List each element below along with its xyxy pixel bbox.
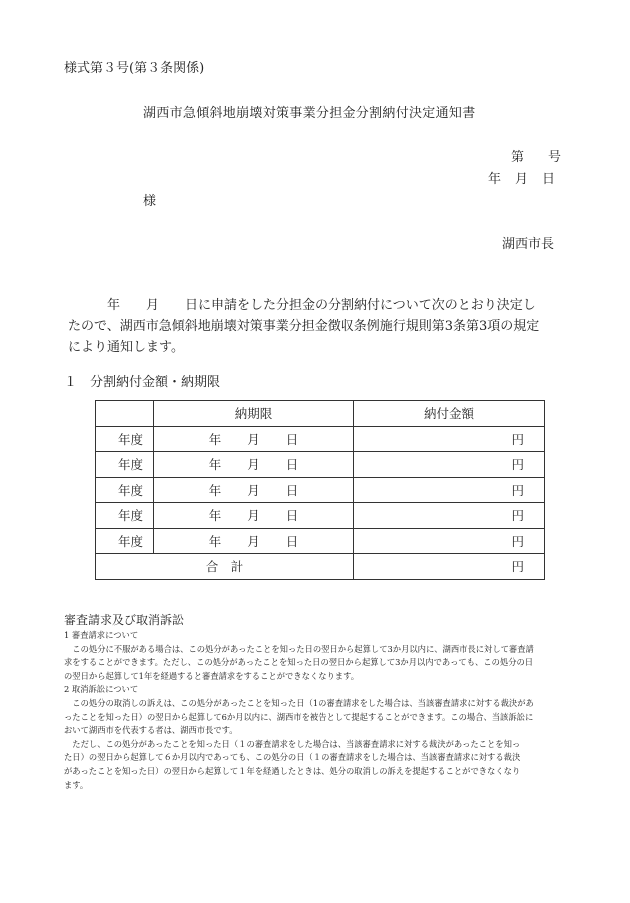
year-mark: 年 xyxy=(208,533,222,549)
notes-heading: 審査請求及び取消訴訟 xyxy=(64,613,185,627)
due-date-cell xyxy=(154,528,354,554)
table-row xyxy=(96,477,545,503)
date-year: 年 xyxy=(488,172,502,187)
header-blank xyxy=(96,401,154,427)
total-label: 合 計 xyxy=(96,554,354,580)
notes-line: 1 審査請求について xyxy=(64,630,139,640)
header-due-date: 納期限 xyxy=(154,401,354,427)
due-date-cell xyxy=(154,426,354,452)
sender: 湖西市長 xyxy=(502,237,555,252)
recipient-suffix: 様 xyxy=(143,194,157,209)
due-date-cell xyxy=(154,477,354,503)
month-mark: 月 xyxy=(247,482,260,498)
amount-cell: 円 xyxy=(354,452,545,478)
fiscal-year-cell: 年度 xyxy=(96,528,154,554)
table-total-row xyxy=(96,554,545,580)
table-row xyxy=(96,503,545,529)
amount-cell: 円 xyxy=(354,477,545,503)
notes-line: 求をすることができます。ただし、この処分があったことを知った日の翌日から起算して3か月以内であっても、この処分の日 xyxy=(64,657,534,668)
amount-cell: 円 xyxy=(354,528,545,554)
year-mark: 年 xyxy=(208,508,222,524)
due-date-cell xyxy=(154,503,354,529)
body-line: により通知します。 xyxy=(68,340,184,355)
amount-cell: 円 xyxy=(354,503,545,529)
fiscal-year-cell: 年度 xyxy=(96,452,154,478)
notes-line: この処分に不服がある場合は、この処分があったことを知った日の翌日から起算して3か月以内に、湖西市長に対して審査請 xyxy=(64,643,534,654)
month-mark: 月 xyxy=(247,457,260,473)
body-line: 年 月 日に申請をした分担金の分割納付について次のとおり決定し xyxy=(68,298,536,313)
day-mark: 日 xyxy=(285,457,299,473)
document-title: 湖西市急傾斜地崩壊対策事業分担金分割納付決定通知書 xyxy=(143,106,476,121)
year-mark: 年 xyxy=(208,457,222,473)
appeal-notes xyxy=(64,612,564,792)
table-row xyxy=(96,426,545,452)
notes-line: があったことを知った日）の翌日から起算して１年を経過したときは、処分の取消しの訴えを提起することができなくなり xyxy=(64,765,521,776)
due-date-cell xyxy=(154,452,354,478)
total-amount-cell: 円 xyxy=(354,554,545,580)
fiscal-year-cell: 年度 xyxy=(96,426,154,452)
notes-line: この処分の取消しの訴えは、この処分があったことを知った日（1の審査請求をした場合は、当該審査請求に対する裁決があ xyxy=(64,697,534,708)
fiscal-year-cell: 年度 xyxy=(96,477,154,503)
header-amount: 納付金額 xyxy=(354,401,545,427)
document-number xyxy=(511,149,561,167)
year-mark: 年 xyxy=(208,431,222,447)
day-mark: 日 xyxy=(285,431,299,447)
date-day: 日 xyxy=(542,172,556,187)
table-row xyxy=(96,452,545,478)
notes-line: ます。 xyxy=(64,779,89,790)
notes-line: 2 取消訴訟について xyxy=(64,684,139,695)
notes-line: た日）の翌日から起算して６か月以内であっても、この処分の日（１の審査請求をした場合は、当該審査請求に対する裁決 xyxy=(64,752,521,763)
table-row xyxy=(96,528,545,554)
month-mark: 月 xyxy=(247,533,260,549)
notes-line: の翌日から起算して1年を経過すると審査請求をすることができなくなります。 xyxy=(64,670,360,681)
day-mark: 日 xyxy=(285,533,299,549)
form-label: 様式第３号(第３条関係) xyxy=(64,61,205,76)
issue-date xyxy=(488,171,555,189)
day-mark: 日 xyxy=(285,508,299,524)
section1-title: １ 分割納付金額・納期限 xyxy=(64,375,221,390)
fiscal-year-cell: 年度 xyxy=(96,503,154,529)
table-header-row xyxy=(96,401,545,427)
notes-line: ったことを知った日）の翌日から起算して6か月以内に、湖西市を被告として提起することができます。この場合、当該訴訟に xyxy=(64,711,534,722)
installment-table xyxy=(95,400,545,580)
doc-number-dai: 第 xyxy=(511,150,525,165)
body-paragraph xyxy=(68,295,554,358)
day-mark: 日 xyxy=(285,482,299,498)
year-mark: 年 xyxy=(208,482,222,498)
doc-number-go: 号 xyxy=(548,150,562,165)
date-month: 月 xyxy=(515,172,529,187)
notes-line: ただし、この処分があったことを知った日（１の審査請求をした場合は、当該審査請求に対する裁決があったことを知っ xyxy=(64,738,521,749)
body-line: たので、湖西市急傾斜地崩壊対策事業分担金徴収条例施行規則第3条第3項の規定 xyxy=(68,319,540,334)
amount-cell: 円 xyxy=(354,426,545,452)
notes-line: おいて湖西市を代表する者は、湖西市長です。 xyxy=(64,725,238,736)
month-mark: 月 xyxy=(247,508,260,524)
month-mark: 月 xyxy=(247,431,260,447)
